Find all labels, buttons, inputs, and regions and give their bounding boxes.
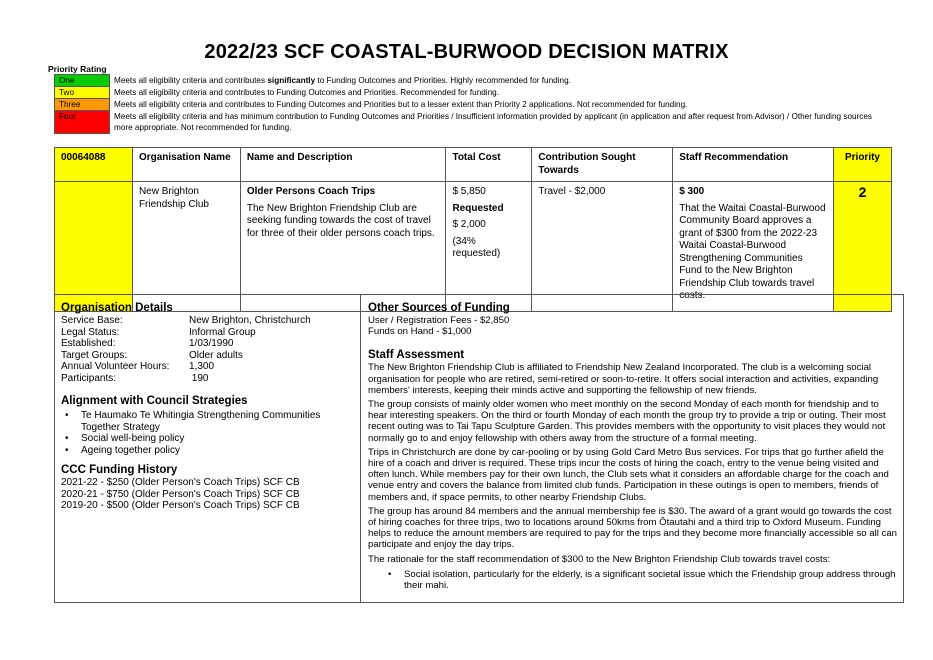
list-item: Funds on Hand - $1,000 <box>368 326 472 338</box>
organisation-name: New Brighton Friendship Club <box>132 182 240 312</box>
detail-row: Legal Status: Informal Group <box>61 326 256 338</box>
list-item: 2021-22 - $250 (Older Person's Coach Trips) SCF CB <box>61 477 300 488</box>
list-item: • Te Haumako Te Whitingia Strengthening Communities Together Strategy <box>61 410 354 433</box>
list-item: • Social well-being policy <box>61 433 354 445</box>
detail-row: Service Base: New Brighton, Christchurch <box>61 315 311 326</box>
funding-history-list <box>61 477 354 512</box>
organisation-details-heading: Organisation Details <box>61 302 173 314</box>
left-column <box>55 295 361 602</box>
detail-row: Participants: 190 <box>61 372 209 384</box>
detail-row: Established: 1/03/1990 <box>61 338 234 349</box>
matrix-data-row <box>55 182 892 312</box>
decision-matrix-table <box>54 147 892 312</box>
matrix-header-row <box>55 148 892 182</box>
recommendation-text: That the Waitai Coastal-Burwood Community Board approves a grant of $300 from the 2022-23 Waitai Coastal-Burwood Strengthening Communities Fund to the New Brighton Friendship Club towards travel costs. <box>679 202 826 301</box>
detail-row: Annual Volunteer Hours: 1,300 <box>61 361 215 372</box>
project-description: The New Brighton Friendship Club are seeking funding towards the cost of travel for three of their older persons coach trips. <box>246 202 435 239</box>
list-item: 2020-21 - $750 (Older Person's Coach Trips) SCF CB <box>61 488 300 500</box>
priority-level-row <box>55 75 884 87</box>
other-funding-heading: Other Sources of Funding <box>368 302 510 314</box>
priority-rating-legend <box>54 74 884 134</box>
total-cost: $ 5,850 <box>452 186 486 197</box>
total-cost-cell <box>446 182 532 312</box>
priority-cell <box>834 182 892 312</box>
priority-value: 2 <box>858 184 867 200</box>
detail-box <box>54 294 904 603</box>
priority-level-row <box>55 111 884 134</box>
list-item: • Social isolation, particularly for the elderly, is a significant societal issue which the Friendship group address through their mahi. <box>384 569 897 591</box>
list-item: • Ageing together policy <box>61 445 354 457</box>
requested-label: Requested <box>452 202 504 214</box>
requested-percent: (34% requested) <box>452 235 501 259</box>
recommended-amount: $ 300 <box>679 186 705 197</box>
staff-recommendation-cell <box>673 182 834 312</box>
list-item: User / Registration Fees - $2,850 <box>368 315 510 326</box>
priority-desc-four: Meets all eligibility criteria and has minimum contribution to Funding Outcomes and Priorities / Insufficient information provided by applicant (in application and after request from Advisor) / Other funding sources more appropriate. Not recommended for funding. <box>114 111 873 132</box>
contribution-sought: Travel - $2,000 <box>532 182 673 312</box>
priority-swatch-two: Two <box>55 87 110 99</box>
priority-level-row <box>55 99 884 111</box>
page-title: 2022/23 SCF COASTAL-BURWOOD DECISION MATRIX <box>204 41 729 63</box>
project-title: Older Persons Coach Trips <box>246 186 376 197</box>
assessment-paragraph: Trips in Christchurch are done by car-pooling or by using Gold Card Metro Bus services. For trips that go further afield the hire of a coach and driver is required. These trips incur the costs of hiring the coach, entry to the venue being visited and often lunch. While members pay for their own lunch, the Club sets what it considers an affordable charge for the coach and venue entry and covers the balance from limited club funds. Participation in these outings is open to members, friends of members and, if space permits, to other nearby Friendship Clubs. <box>368 446 889 503</box>
right-column <box>362 295 903 602</box>
list-item: 2019-20 - $500 (Older Person's Coach Trips) SCF CB <box>61 500 300 511</box>
priority-rating-heading: Priority Rating <box>48 64 107 74</box>
alignment-list <box>61 410 354 456</box>
header-name-description: Name and Description <box>240 148 446 182</box>
assessment-bullets <box>384 569 897 591</box>
priority-desc-three: Meets all eligibility criteria and contributes to Funding Outcomes and Priorities but to a lesser extent than Priority 2 applications. Not recommended for funding. <box>114 99 688 109</box>
assessment-paragraph: The New Brighton Friendship Club is affiliated to Friendship New Zealand Incorporated. The club is a welcoming social organisation for people who are retired, semi-retired or soon-to-retire. It offers social interaction and activities, expanding members' interests, keeping their minds active and supporting the fellowship of new friends. <box>368 362 879 396</box>
application-id: 00064088 <box>55 148 133 182</box>
header-total-cost: Total Cost <box>446 148 532 182</box>
header-priority: Priority <box>834 148 892 182</box>
assessment-paragraph: The group has around 84 members and the annual membership fee is $30. The award of a grant would go towards the cost of hiring coaches for three trips, two to locations around 50kms from Ōtautahi and a third trip to Oxford Museum. Funding helps to reduce the amount members are required to pay for the trips and they become more financially accessible so all can participate and enjoy the day trips. <box>368 505 898 551</box>
priority-desc-one: Meets all eligibility criteria and contributes significantly to Funding Outcomes and Priorities. Highly recommended for funding. <box>114 75 571 85</box>
organisation-details-list <box>61 315 354 384</box>
detail-row: Target Groups: Older adults <box>61 349 243 361</box>
priority-swatch-one: One <box>55 75 110 87</box>
name-description-cell <box>240 182 446 312</box>
priority-swatch-three: Three <box>55 99 110 111</box>
priority-swatch-four: Four <box>55 111 110 134</box>
staff-assessment-heading: Staff Assessment <box>368 349 465 362</box>
header-staff-recommendation: Staff Recommendation <box>673 148 834 182</box>
header-contribution: Contribution Sought Towards <box>532 148 673 182</box>
alignment-heading: Alignment with Council Strategies <box>61 395 248 407</box>
header-organisation: Organisation Name <box>132 148 240 182</box>
assessment-paragraph: The rationale for the staff recommendation of $300 to the New Brighton Friendship Club towards travel costs: <box>368 553 831 565</box>
funding-history-heading: CCC Funding History <box>61 464 178 476</box>
requested-amount: $ 2,000 <box>452 219 486 230</box>
id-cell-blank <box>55 182 133 312</box>
priority-level-row <box>55 87 884 99</box>
priority-desc-two: Meets all eligibility criteria and contributes to Funding Outcomes and Priorities. Recommended for funding. <box>114 87 500 97</box>
assessment-paragraph: The group consists of mainly older women who meet monthly on the second Monday of each month for friendship and to hear interesting speakers. On the third or fourth Monday of each month the group try to provide a trip or outing. Their most recent outing was to Tai Tapu Sculpture Garden. This provides members with the opportunity to visit places they would not normally go to and enjoy fellowship with others away from the structure of a formal meeting. <box>368 399 886 444</box>
